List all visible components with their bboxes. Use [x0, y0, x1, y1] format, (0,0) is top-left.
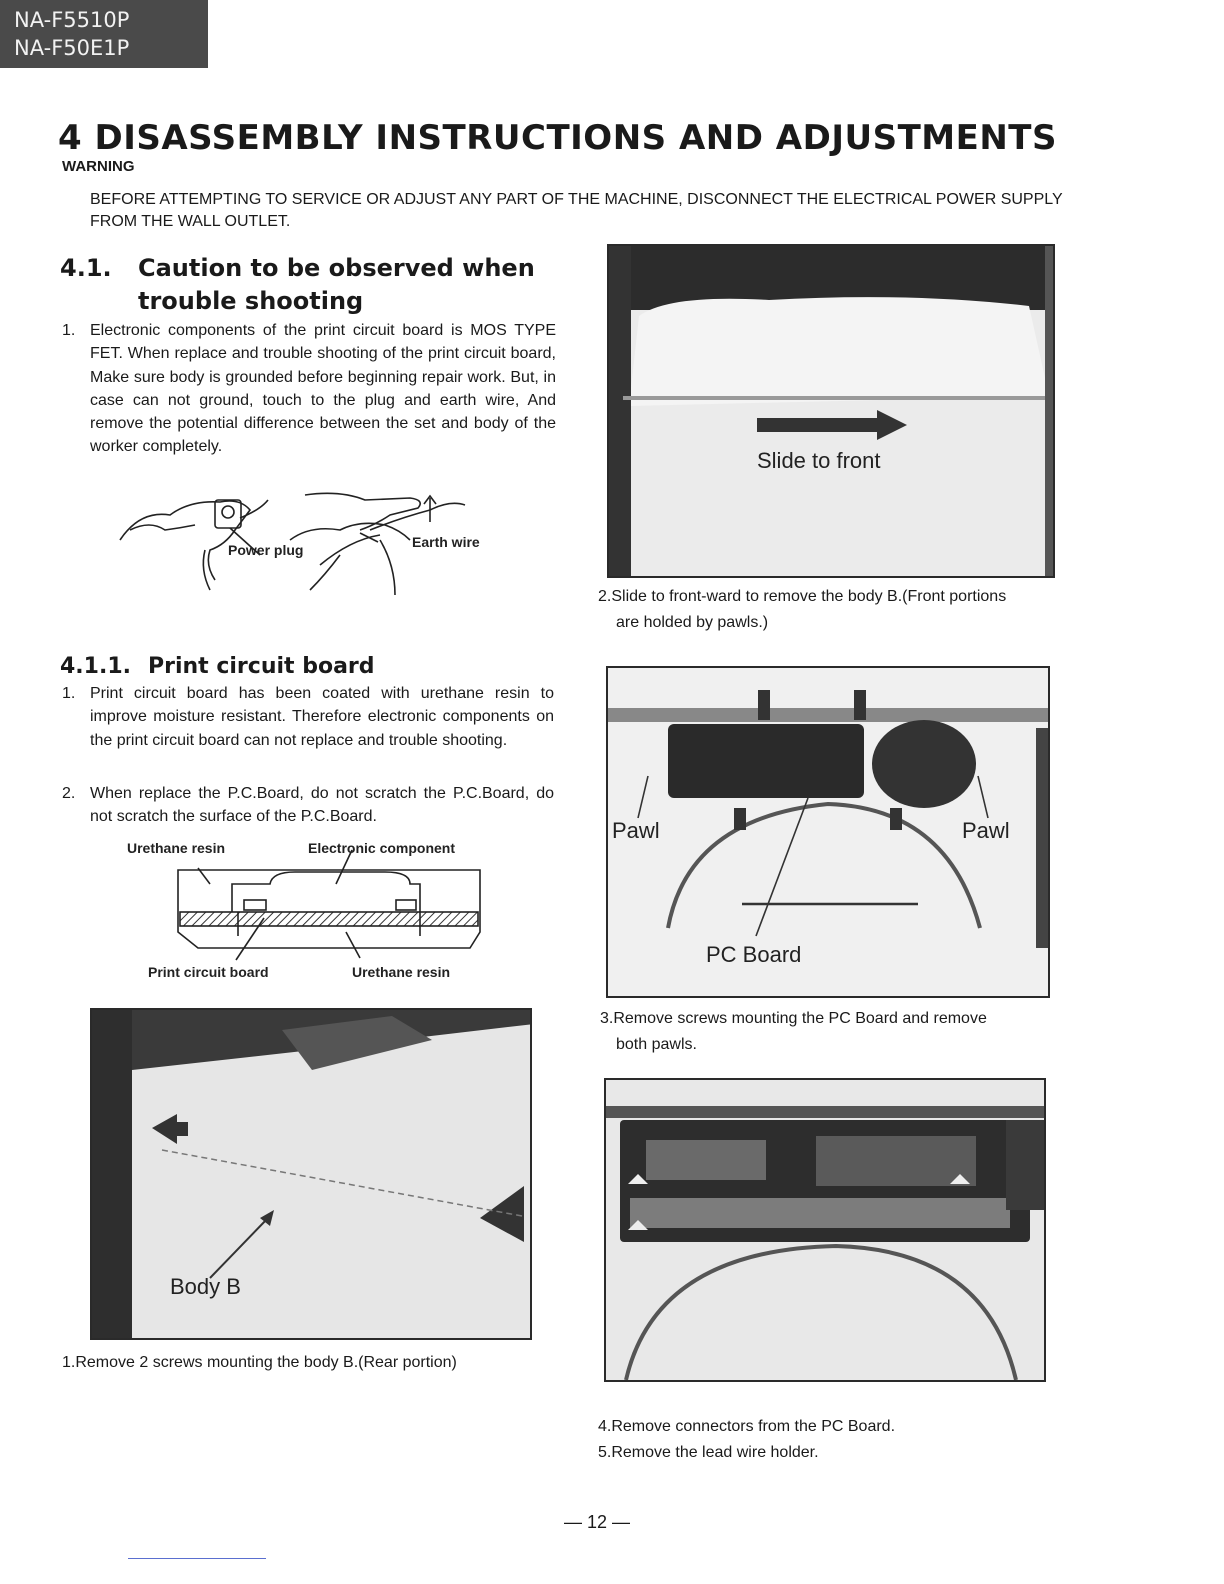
- pc-board-label: PC Board: [706, 942, 802, 967]
- earth-wire-label: Earth wire: [412, 534, 480, 550]
- pawl-right-label: Pawl: [962, 818, 1010, 843]
- pawl-left-label: Pawl: [612, 818, 660, 843]
- page-number: — 12 —: [564, 1512, 631, 1532]
- photo-body-b-caption: 1.Remove 2 screws mounting the body B.(Rear portion): [62, 1354, 457, 1371]
- photo-body-b: [90, 1008, 532, 1340]
- power-plug-label: Power plug: [228, 542, 304, 558]
- photo-connectors-drawing: [606, 1080, 1046, 1382]
- section-4-1-1-item-2: [62, 782, 554, 829]
- item-text: Electronic components of the print circuit board is MOS TYPE FET. When replace and trouble shooting of the print circuit board, Make sure body is grounded before beginning repair work. But, in case can not ground, touch to the plug and earth wire, And remove the potential difference between the set and body of the worker completely.: [90, 322, 556, 456]
- section-4-1-title-line1: Caution to be observed when: [138, 254, 535, 282]
- photo-connectors-caption-line2: 5.Remove the lead wire holder.: [598, 1444, 819, 1461]
- photo-slide-drawing: [609, 246, 1055, 578]
- item-number: 1.: [62, 322, 76, 339]
- print-circuit-board-label: Print circuit board: [148, 964, 269, 980]
- item-text: Print circuit board has been coated with urethane resin to improve moisture resistant. Therefore electronic components on the print circuit board can not replace and trouble shooting.: [90, 685, 554, 749]
- section-4-1-1-title: Print circuit board: [148, 654, 375, 679]
- photo-pawls-caption-line2: both pawls.: [616, 1036, 697, 1053]
- pcb-cross-section-diagram: [120, 836, 500, 986]
- photo-connectors: [604, 1078, 1046, 1382]
- grounding-illustration: [110, 470, 530, 610]
- section-4-1-1-item-1: [62, 682, 554, 752]
- photo-pc-board-pawls: [606, 666, 1050, 998]
- item-text: When replace the P.C.Board, do not scratch the P.C.Board, do not scratch the surface of the P.C.Board.: [90, 785, 554, 826]
- item-number: 1.: [62, 685, 76, 702]
- photo-slide-to-front: [607, 244, 1055, 578]
- section-4-1-1-number: 4.1.1.: [60, 654, 131, 679]
- footer-rule: [128, 1558, 266, 1559]
- section-4-1-number: 4.1.: [60, 254, 112, 282]
- urethane-resin-label-top: Urethane resin: [127, 840, 226, 856]
- photo-pawls-caption-line1: 3.Remove screws mounting the PC Board and remove: [600, 1010, 987, 1027]
- photo-body-b-drawing: [92, 1010, 532, 1340]
- urethane-resin-label-bottom: Urethane resin: [352, 964, 451, 980]
- model-number-line2: NA-F50E1P: [14, 36, 130, 60]
- photo-connectors-caption-line1: 4.Remove connectors from the PC Board.: [598, 1418, 896, 1435]
- photo-slide-caption-line2: are holded by pawls.): [616, 614, 769, 631]
- page-title: 4 DISASSEMBLY INSTRUCTIONS AND ADJUSTMENTS: [58, 118, 1057, 158]
- body-b-label: Body B: [170, 1274, 241, 1299]
- warning-text: BEFORE ATTEMPTING TO SERVICE OR ADJUST ANY PART OF THE MACHINE, DISCONNECT THE ELECTRICAL POWER SUPPLY FROM THE WALL OUTLET.: [90, 191, 1063, 230]
- model-number-line1: NA-F5510P: [14, 8, 130, 32]
- model-number-box: [0, 0, 208, 68]
- photo-slide-caption-line1: 2.Slide to front-ward to remove the body B.(Front portions: [598, 588, 1007, 605]
- slide-to-front-label: Slide to front: [757, 448, 881, 473]
- warning-label: WARNING: [62, 158, 135, 175]
- section-4-1-item: [62, 319, 556, 459]
- item-number: 2.: [62, 785, 76, 802]
- electronic-component-label: Electronic component: [308, 840, 456, 856]
- section-4-1-title-line2: trouble shooting: [138, 287, 364, 315]
